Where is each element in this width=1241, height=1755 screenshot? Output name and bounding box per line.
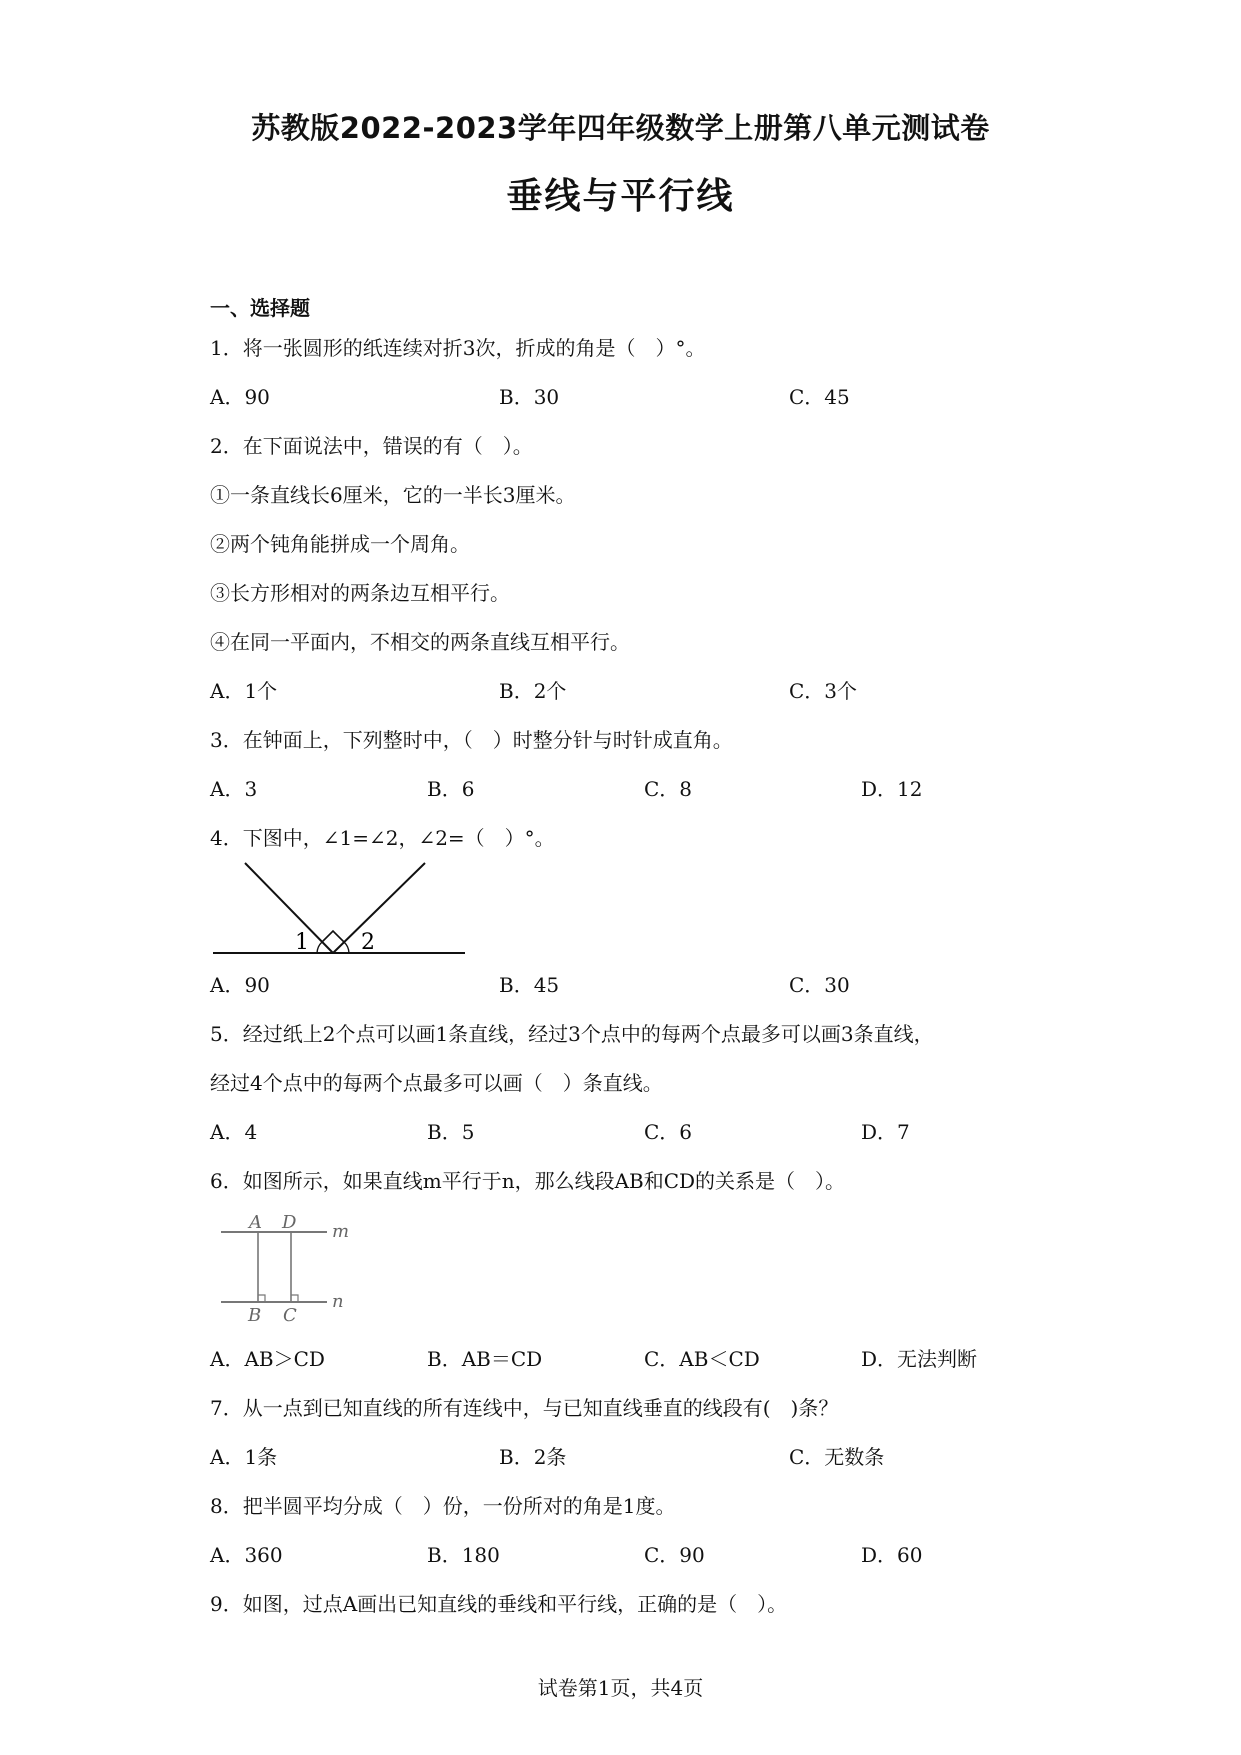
question-4-option-b[interactable]: B．45 [499, 973, 560, 997]
right-angle-mark-c [291, 1295, 298, 1302]
right-angle-mark [322, 931, 344, 942]
question-2-statement-2: ②两个钝角能拼成一个周角。 [210, 532, 470, 556]
question-6-option-b[interactable]: B．AB＝CD [427, 1347, 543, 1371]
question-6-parallel-lines-figure [215, 1210, 355, 1325]
question-2-statement-3: ③长方形相对的两条边互相平行。 [210, 581, 510, 605]
question-5-stem-continued: 经过4个点中的每两个点最多可以画（ ）条直线。 [210, 1071, 663, 1095]
question-3-stem: 3．在钟面上，下列整时中，（ ）时整分针与时针成直角。 [210, 728, 733, 752]
right-ray [333, 863, 425, 953]
question-8-option-c[interactable]: C．90 [644, 1543, 705, 1567]
right-angle-mark-b [258, 1295, 265, 1302]
question-7-option-c[interactable]: C．无数条 [789, 1445, 885, 1469]
question-7-option-b[interactable]: B．2条 [499, 1445, 567, 1469]
document-subtitle: 垂线与平行线 [506, 176, 735, 217]
angle-1-arc [317, 942, 322, 953]
question-4-angle-figure [205, 855, 475, 960]
question-2-option-b[interactable]: B．2个 [499, 679, 567, 703]
left-ray [245, 863, 333, 953]
question-2-stem: 2．在下面说法中，错误的有（ ）。 [210, 434, 533, 458]
question-8-stem: 8．把半圆平均分成（ ）份，一份所对的角是1度。 [210, 1494, 676, 1518]
question-2-statement-4: ④在同一平面内，不相交的两条直线互相平行。 [210, 630, 630, 654]
page-footer: 试卷第1页，共4页 [537, 1676, 704, 1700]
question-3-option-d[interactable]: D．12 [861, 777, 923, 801]
question-6-option-c[interactable]: C．AB＜CD [644, 1347, 760, 1371]
section-heading: 一、选择题 [210, 296, 310, 320]
question-8-option-b[interactable]: B．180 [427, 1543, 500, 1567]
question-9-stem: 9．如图，过点A画出已知直线的垂线和平行线，正确的是（ ）。 [210, 1592, 788, 1616]
point-c-label: C [283, 1305, 297, 1325]
question-3-option-a[interactable]: A．3 [210, 777, 258, 801]
question-4-stem: 4．下图中，∠1=∠2，∠2=（ ）°。 [210, 826, 555, 850]
question-1-option-b[interactable]: B．30 [499, 385, 560, 409]
question-5-option-b[interactable]: B．5 [427, 1120, 475, 1144]
question-1-option-c[interactable]: C．45 [789, 385, 850, 409]
question-7-stem: 7．从一点到已知直线的所有连线中，与已知直线垂直的线段有( )条？ [210, 1396, 839, 1420]
line-m-label: m [332, 1221, 350, 1242]
question-1-option-a[interactable]: A．90 [210, 385, 270, 409]
question-4-option-a[interactable]: A．90 [210, 973, 270, 997]
question-6-stem: 6．如图所示，如果直线m平行于n，那么线段AB和CD的关系是（ ）。 [210, 1169, 846, 1193]
question-4-option-c[interactable]: C．30 [789, 973, 850, 997]
question-5-stem: 5．经过纸上2个点可以画1条直线，经过3个点中的每两个点最多可以画3条直线， [210, 1022, 934, 1046]
angle-2-label: 2 [361, 930, 375, 955]
angle-2-arc [344, 942, 349, 953]
question-7-option-a[interactable]: A．1条 [210, 1445, 278, 1469]
question-2-option-c[interactable]: C．3个 [789, 679, 858, 703]
question-3-option-c[interactable]: C．8 [644, 777, 693, 801]
question-1-stem: 1．将一张圆形的纸连续对折3次，折成的角是（ ）°。 [210, 336, 706, 360]
line-n-label: n [332, 1291, 344, 1312]
question-5-option-a[interactable]: A．4 [210, 1120, 258, 1144]
angle-1-label: 1 [295, 930, 309, 955]
question-5-option-c[interactable]: C．6 [644, 1120, 693, 1144]
question-3-option-b[interactable]: B．6 [427, 777, 475, 801]
question-8-option-a[interactable]: A．360 [210, 1543, 283, 1567]
point-d-label: D [282, 1212, 297, 1233]
document-title: 苏教版2022-2023学年四年级数学上册第八单元测试卷 [251, 111, 990, 145]
question-6-option-a[interactable]: A．AB＞CD [210, 1347, 325, 1371]
question-6-option-d[interactable]: D．无法判断 [861, 1347, 978, 1371]
question-2-option-a[interactable]: A．1个 [210, 679, 278, 703]
question-8-option-d[interactable]: D．60 [861, 1543, 923, 1567]
point-b-label: B [248, 1305, 262, 1325]
point-a-label: A [249, 1212, 262, 1233]
question-2-statement-1: ①一条直线长6厘米，它的一半长3厘米。 [210, 483, 576, 507]
question-5-option-d[interactable]: D．7 [861, 1120, 910, 1144]
